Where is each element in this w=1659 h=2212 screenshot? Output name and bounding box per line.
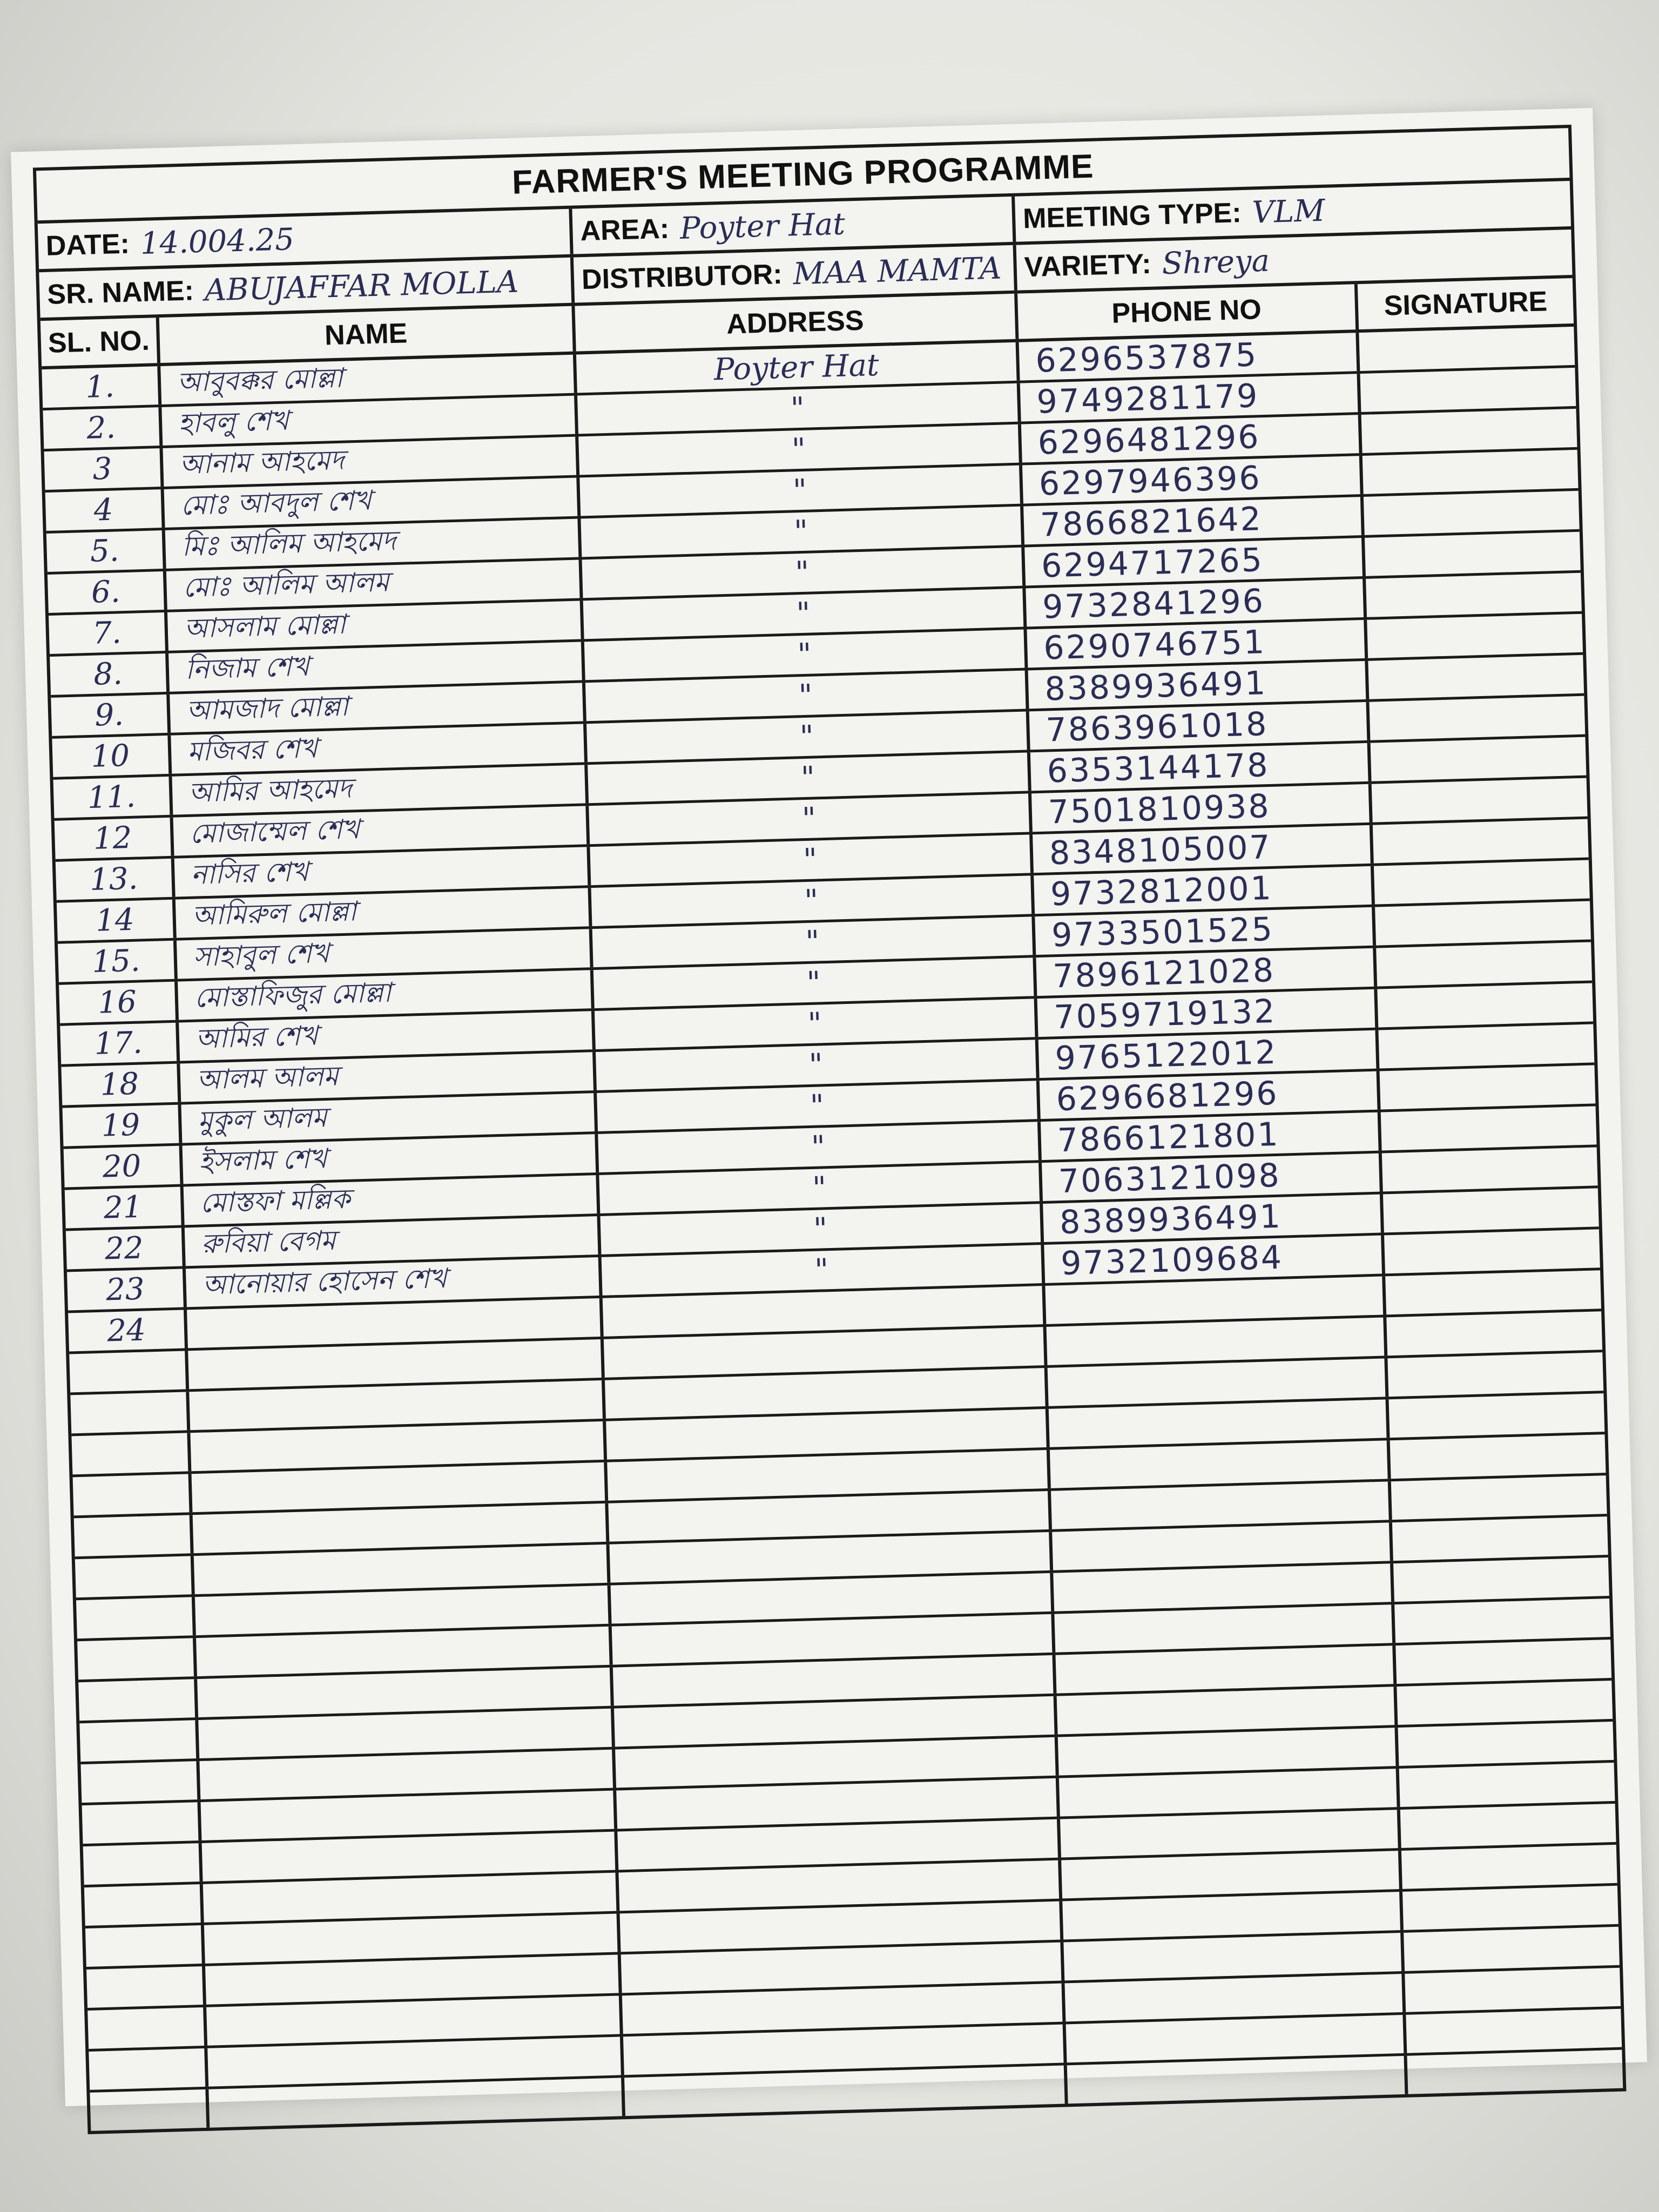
signature-cell bbox=[1366, 573, 1582, 617]
sl-no-value: 7. bbox=[92, 615, 122, 651]
phone-value: 9765122012 bbox=[1054, 1033, 1278, 1077]
signature-cell bbox=[1401, 1845, 1617, 1889]
signature-cell bbox=[1371, 737, 1587, 781]
sl-no-value: 24 bbox=[106, 1312, 146, 1349]
address-value: " bbox=[813, 1211, 828, 1247]
name-value: রুবিয়া বেগম bbox=[200, 1224, 336, 1260]
area-label: AREA: bbox=[579, 213, 670, 247]
signature-cell bbox=[1384, 1229, 1600, 1273]
meeting-type-value: VLM bbox=[1251, 193, 1326, 230]
address-value: " bbox=[792, 473, 807, 509]
sl-no-cell bbox=[67, 1269, 187, 1310]
signature-cell bbox=[1390, 1434, 1606, 1479]
name-value: আনোয়ার হোসেন শেখ bbox=[201, 1262, 448, 1301]
sl-no-cell bbox=[64, 1145, 184, 1187]
sl-no-cell bbox=[89, 2048, 208, 2090]
phone-value: 8389936491 bbox=[1059, 1197, 1283, 1242]
signature-cell bbox=[1387, 1352, 1603, 1397]
meeting-form bbox=[33, 125, 1627, 2134]
sl-no-cell bbox=[86, 1966, 206, 2008]
signature-cell bbox=[1393, 1557, 1609, 1602]
sl-no-cell bbox=[52, 736, 172, 777]
name-value: আবুবক্কর মোল্লা bbox=[177, 362, 343, 399]
date-label: DATE: bbox=[45, 228, 130, 262]
signature-cell bbox=[1363, 450, 1579, 494]
header-signature: SIGNATURE bbox=[1383, 286, 1548, 322]
sl-no-cell bbox=[44, 448, 164, 490]
address-value: " bbox=[807, 1006, 822, 1042]
header-phone: PHONE NO bbox=[1017, 284, 1359, 339]
name-value: মোঃ আলিম আলম bbox=[182, 566, 390, 604]
address-value: " bbox=[791, 431, 806, 468]
address-value: " bbox=[798, 678, 813, 714]
phone-value: 7863961018 bbox=[1045, 705, 1269, 749]
phone-value: 7059719132 bbox=[1053, 992, 1277, 1036]
phone-value: 6296481296 bbox=[1037, 417, 1261, 462]
signature-cell bbox=[1381, 1106, 1597, 1150]
sr-name-label: SR. NAME: bbox=[46, 275, 194, 311]
signature-cell bbox=[1372, 778, 1588, 822]
signature-cell bbox=[1359, 327, 1575, 371]
signature-cell bbox=[1402, 1886, 1618, 1930]
signature-cell bbox=[1389, 1393, 1605, 1438]
sl-no-cell bbox=[70, 1392, 190, 1433]
sl-no-cell bbox=[85, 1925, 205, 1967]
signature-cell bbox=[1373, 819, 1589, 864]
address-value: " bbox=[812, 1170, 827, 1206]
name-value: মুকুল আলম bbox=[197, 1101, 328, 1137]
address-value: " bbox=[790, 390, 805, 427]
signature-cell bbox=[1367, 614, 1583, 658]
signature-cell bbox=[1394, 1599, 1610, 1643]
name-value: মোজাম্মেল শেখ bbox=[189, 813, 360, 849]
paper-sheet bbox=[11, 108, 1647, 2106]
signature-cell bbox=[1361, 409, 1577, 453]
sl-no-cell bbox=[80, 1761, 200, 1803]
phone-value: 9732109684 bbox=[1060, 1238, 1284, 1283]
sl-no-cell bbox=[69, 1351, 189, 1392]
signature-cell bbox=[1383, 1188, 1599, 1232]
name-value: আমিরুল মোল্লা bbox=[191, 895, 357, 932]
name-value: ইসলাম শেখ bbox=[198, 1143, 328, 1178]
signature-cell bbox=[1405, 1968, 1621, 2012]
sl-no-value: 2. bbox=[86, 410, 116, 446]
sl-no-cell bbox=[45, 489, 165, 531]
sl-no-cell bbox=[58, 941, 178, 982]
signature-cell bbox=[1391, 1475, 1607, 1520]
sl-no-cell bbox=[79, 1720, 199, 1762]
address-value: " bbox=[799, 719, 814, 755]
sl-no-cell bbox=[55, 818, 174, 859]
name-value: হাবলু শেখ bbox=[178, 404, 289, 440]
sl-no-cell bbox=[51, 694, 171, 736]
date-value: 14.004.25 bbox=[139, 221, 295, 261]
sl-no-cell bbox=[75, 1556, 195, 1597]
sl-no-value: 14 bbox=[95, 902, 135, 939]
variety-value: Shreya bbox=[1161, 243, 1270, 281]
sl-no-cell bbox=[48, 571, 167, 613]
name-value: আমজাদ মোল্লা bbox=[186, 690, 349, 726]
phone-value: 8389936491 bbox=[1044, 664, 1268, 709]
sl-no-value: 3 bbox=[92, 451, 113, 487]
sl-no-cell bbox=[43, 407, 163, 449]
sl-no-value: 16 bbox=[97, 984, 137, 1021]
sl-no-cell bbox=[73, 1474, 193, 1515]
address-value: " bbox=[794, 555, 810, 591]
sl-no-cell bbox=[68, 1310, 188, 1351]
address-value: " bbox=[797, 637, 812, 673]
form-title: FARMER'S MEETING PROGRAMME bbox=[36, 128, 1570, 224]
sr-name-value: ABUJAFFAR MOLLA bbox=[204, 264, 520, 308]
address-value: " bbox=[801, 801, 817, 837]
sl-no-value: 13. bbox=[89, 861, 139, 898]
sl-no-cell bbox=[60, 1023, 180, 1064]
address-value: " bbox=[808, 1047, 824, 1083]
sl-no-value: 22 bbox=[104, 1230, 144, 1267]
phone-value: 6353144178 bbox=[1046, 746, 1270, 790]
address-value: " bbox=[795, 596, 811, 632]
address-value: " bbox=[793, 514, 809, 550]
phone-value: 6294717265 bbox=[1041, 541, 1264, 585]
sl-no-value: 5. bbox=[90, 533, 120, 569]
address-value: " bbox=[805, 924, 820, 960]
sl-no-value: 10 bbox=[90, 738, 130, 774]
name-value: মোঃ আবদুল শেখ bbox=[180, 484, 372, 522]
phone-value: 9732812001 bbox=[1050, 869, 1273, 913]
signature-cell bbox=[1375, 901, 1591, 946]
signature-cell bbox=[1378, 1024, 1594, 1068]
sl-no-cell bbox=[50, 653, 170, 695]
sl-no-value: 23 bbox=[105, 1271, 145, 1308]
signature-cell bbox=[1400, 1804, 1616, 1848]
sl-no-cell bbox=[77, 1638, 197, 1680]
signature-cell bbox=[1392, 1516, 1608, 1561]
signature-cell bbox=[1374, 860, 1590, 905]
sl-no-value: 9. bbox=[94, 697, 124, 733]
signature-cell bbox=[1407, 2050, 1623, 2094]
address-value: " bbox=[802, 842, 818, 878]
sl-no-cell bbox=[62, 1104, 182, 1146]
signature-cell bbox=[1395, 1640, 1611, 1684]
signature-cell bbox=[1406, 2009, 1622, 2053]
address-value: " bbox=[810, 1088, 825, 1124]
name-value: মোস্তফা মল্লিক bbox=[199, 1183, 351, 1219]
signature-cell bbox=[1376, 942, 1592, 986]
address-value: " bbox=[814, 1252, 830, 1288]
name-value: নাসির শেখ bbox=[190, 855, 309, 891]
sl-no-cell bbox=[57, 900, 177, 941]
sl-no-cell bbox=[82, 1802, 202, 1844]
address-value: " bbox=[811, 1129, 826, 1165]
name-value: আসলাম মোল্লা bbox=[183, 608, 346, 644]
phone-value: 9749281179 bbox=[1036, 376, 1260, 421]
sl-no-cell bbox=[76, 1597, 196, 1638]
phone-value: 7501810938 bbox=[1047, 787, 1271, 831]
sl-no-cell bbox=[42, 366, 161, 408]
sl-no-cell bbox=[49, 612, 168, 654]
sl-no-value: 17. bbox=[93, 1025, 143, 1062]
address-value: " bbox=[800, 760, 815, 796]
signature-cell bbox=[1399, 1763, 1615, 1807]
signature-cell bbox=[1382, 1147, 1598, 1191]
name-value: মিঃ আলিম আহমেদ bbox=[181, 524, 397, 563]
phone-value: 8348105007 bbox=[1049, 828, 1272, 872]
sl-no-cell bbox=[65, 1186, 185, 1228]
phone-value: 9732841296 bbox=[1042, 582, 1265, 626]
sl-no-value: 12 bbox=[93, 820, 133, 857]
sl-no-cell bbox=[56, 859, 176, 900]
signature-cell bbox=[1360, 368, 1576, 412]
phone-value: 9733501525 bbox=[1051, 910, 1274, 954]
sl-no-value: 15. bbox=[91, 943, 141, 980]
sl-no-value: 1. bbox=[85, 369, 115, 405]
variety-label: VARIETY: bbox=[1023, 248, 1152, 284]
sl-no-cell bbox=[90, 2089, 210, 2131]
sl-no-value: 18 bbox=[99, 1066, 139, 1103]
signature-cell bbox=[1386, 1311, 1602, 1355]
phone-value: 6290746751 bbox=[1043, 623, 1266, 667]
sl-no-value: 11. bbox=[87, 779, 136, 816]
address-value: Poyter Hat bbox=[713, 347, 880, 388]
sl-no-cell bbox=[53, 777, 173, 818]
sl-no-value: 19 bbox=[100, 1107, 140, 1144]
table-body bbox=[42, 327, 1623, 2131]
address-value: " bbox=[804, 883, 819, 919]
sl-no-value: 20 bbox=[102, 1148, 142, 1185]
signature-cell bbox=[1377, 983, 1593, 1027]
signature-cell bbox=[1368, 655, 1584, 699]
address-value: " bbox=[806, 965, 821, 1001]
name-value: আনাম আহমেদ bbox=[179, 444, 345, 481]
signature-cell bbox=[1380, 1065, 1596, 1109]
sl-no-value: 8. bbox=[93, 656, 123, 692]
signature-cell bbox=[1369, 696, 1585, 740]
sl-no-value: 6. bbox=[91, 574, 121, 610]
header-name: NAME bbox=[159, 306, 576, 363]
sl-no-cell bbox=[83, 1843, 203, 1885]
phone-value: 6296537875 bbox=[1035, 335, 1259, 380]
signature-cell bbox=[1365, 532, 1581, 576]
sl-no-cell bbox=[61, 1064, 181, 1105]
header-address: ADDRESS bbox=[575, 294, 1019, 352]
signature-cell bbox=[1397, 1681, 1613, 1725]
sl-no-value: 21 bbox=[103, 1189, 143, 1226]
name-value: আমির আহমেদ bbox=[188, 772, 353, 808]
name-value: মোস্তাফিজুর মোল্লা bbox=[194, 976, 392, 1014]
phone-value: 6296681296 bbox=[1055, 1074, 1279, 1118]
phone-value: 6297946396 bbox=[1038, 458, 1262, 503]
phone-value: 7896121028 bbox=[1052, 951, 1276, 995]
phone-value: 7866121801 bbox=[1056, 1115, 1280, 1159]
sl-no-cell bbox=[84, 1884, 204, 1926]
sl-no-cell bbox=[74, 1515, 194, 1556]
distributor-label: DISTRIBUTOR: bbox=[581, 258, 783, 296]
meeting-type-label: MEETING TYPE: bbox=[1022, 197, 1242, 235]
name-value: মজিবর শেখ bbox=[187, 732, 318, 767]
signature-cell bbox=[1364, 491, 1580, 535]
header-sl-no: SL. NO. bbox=[41, 318, 160, 366]
phone-value: 7063121098 bbox=[1058, 1156, 1282, 1201]
distributor-value: MAA MAMTA bbox=[792, 250, 1002, 292]
phone-value: 7866821642 bbox=[1040, 500, 1263, 544]
signature-cell bbox=[1398, 1722, 1614, 1766]
signature-cell bbox=[1404, 1927, 1620, 1971]
sl-no-cell bbox=[87, 2007, 207, 2049]
sl-no-cell bbox=[78, 1679, 198, 1721]
sl-no-cell bbox=[66, 1228, 186, 1269]
sl-no-cell bbox=[71, 1433, 191, 1474]
name-value: আলম আলম bbox=[196, 1060, 339, 1096]
name-value: আমির শেখ bbox=[195, 1020, 319, 1055]
sl-no-cell bbox=[59, 982, 179, 1023]
signature-cell bbox=[1385, 1270, 1601, 1314]
sl-no-cell bbox=[46, 530, 166, 572]
name-value: সাহাবুল শেখ bbox=[192, 937, 330, 973]
name-value: নিজাম শেখ bbox=[185, 650, 310, 685]
area-value: Poyter Hat bbox=[679, 206, 846, 246]
sl-no-value: 4 bbox=[93, 492, 114, 528]
